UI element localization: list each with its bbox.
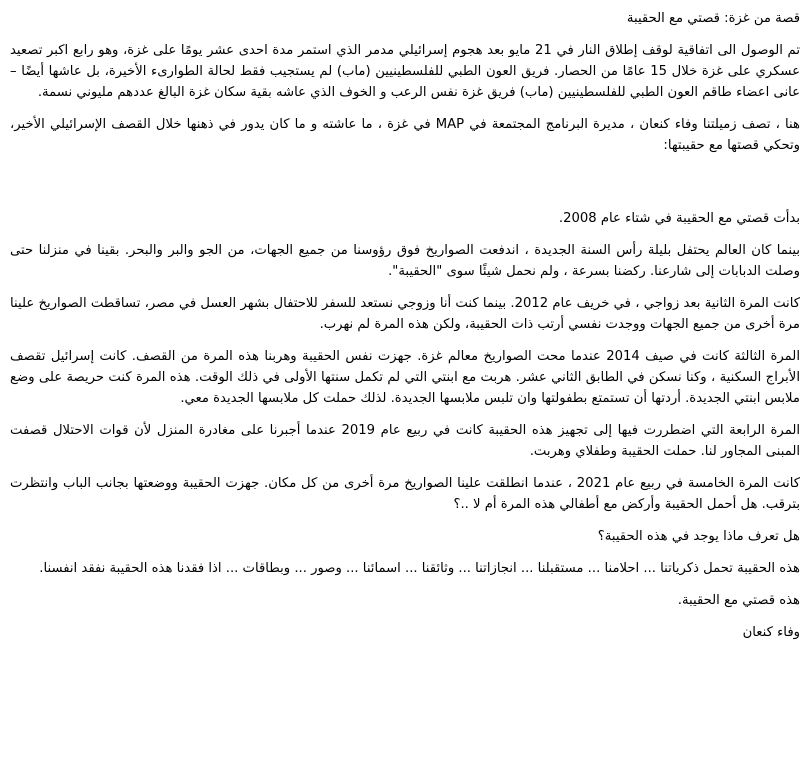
document-title: قصة من غزة: قصتي مع الحقيبة [626,11,800,26]
author-signature: وفاء كنعان [742,625,800,640]
bag-question: هل تعرف ماذا يوجد في هذه الحقيبة؟ [597,529,800,544]
story-paragraph-1: بينما كان العالم يحتفل بليلة رأس السنة الجديدة ، اندفعت الصواريخ فوق رؤوسنا من جميع الجهات، من الجو والبر والبحر. بقينا في منزلنا حتى وصلت الدبابات إلى شارعنا. ركضنا بسرعة ، ولم نحمل شيئًا سوى "الحقيبة". [10,243,800,279]
lead-paragraph: هنا ، تصف زميلتنا وفاء كنعان ، مديرة البرنامج المجتمعة في MAP في غزة ، ما عاشته و ما كان يدور في ذهنها خلال القصف الإسرائيلي الأخير، وتحكي قصتها مع حقيبتها: [10,117,800,153]
closing-line: هذه قصتي مع الحقيبة. [677,593,800,608]
story-paragraph-5: كانت المرة الخامسة في ربيع عام 2021 ، عندما انطلقت علينا الصواريخ مرة أخرى من كل مكان. جهزت الحقيبة ووضعتها بجانب الباب وانتظرت بترقب. هل أحمل الحقيبة وأركض مع أطفالي هذه المرة أم لا ..؟ [10,476,800,512]
story-paragraph-3: المرة الثالثة كانت في صيف 2014 عندما محت الصواريخ معالم غزة. جهزت نفس الحقيبة وهربنا هذه المرة من القصف. كانت إسرائيل تقصف الأبراج السكنية ، وكنا نسكن في الطابق الثاني عشر. هربت مع ابنتي التي لم تكمل سنتها الأولى في ذلك الوقت. هذه المرة كنت حريصة على وضع ملابس ابنتي الجديدة. أردتها أن تستمتع بطفولتها وان تلبس ملابسها الجديدة. لذلك حملت كل ملابسها الجديدة معي. [10,349,800,406]
intro-paragraph: تم الوصول الى اتفاقية لوقف إطلاق النار في 21 مايو بعد هجوم إسرائيلي مدمر الذي استمر مدة احدى عشر يومًا على غزة، وهو رابع اكبر تصعيد عسكري على غزة خلال 15 عامًا من الحصار. فريق العون الطبي للفلسطينيين (ماب) لم يستجيب فقط لحالة الطوارىء الأخيرة، بل عاشها أيضًا – عانى اعضاء طاقم العون الطبي للفلسطينيين (ماب) فريق غزة نفس الرعب و الخوف الذي عاشه بقية سكان غزة البالغ عددهم مليوني نسمة. [10,43,801,100]
bag-contents-paragraph: هذه الحقيبة تحمل ذكرياتنا ... احلامنا ... مستقبلنا ... انجازاتنا ... وثائقنا ... اسمائنا ... وصور ... وبطاقات ... اذا فقدنا هذه الحقيبة نفقد انفسنا. [39,561,800,576]
story-paragraph-4: المرة الرابعة التي اضطررت فيها إلى تجهيز هذه الحقيبة كانت في ربيع عام 2019 عندما أجبرنا على مغادرة المنزل لأن قوات الاحتلال قصفت المبنى المجاور لنا. حملت الحقيبة وطفلاي وهربت. [10,423,800,459]
story-subtitle: بدأت قصتي مع الحقيبة في شتاء عام 2008. [558,211,800,226]
story-paragraph-2: كانت المرة الثانية بعد زواجي ، في خريف عام 2012. بينما كنت أنا وزوجي نستعد للسفر للاحتفال بشهر العسل في مصر، تساقطت الصواريخ علينا مرة أخرى من جميع الجهات ووجدت نفسي أرتب ذات الحقيبة، ولكن هذه المرة لم نهرب. [10,296,800,332]
